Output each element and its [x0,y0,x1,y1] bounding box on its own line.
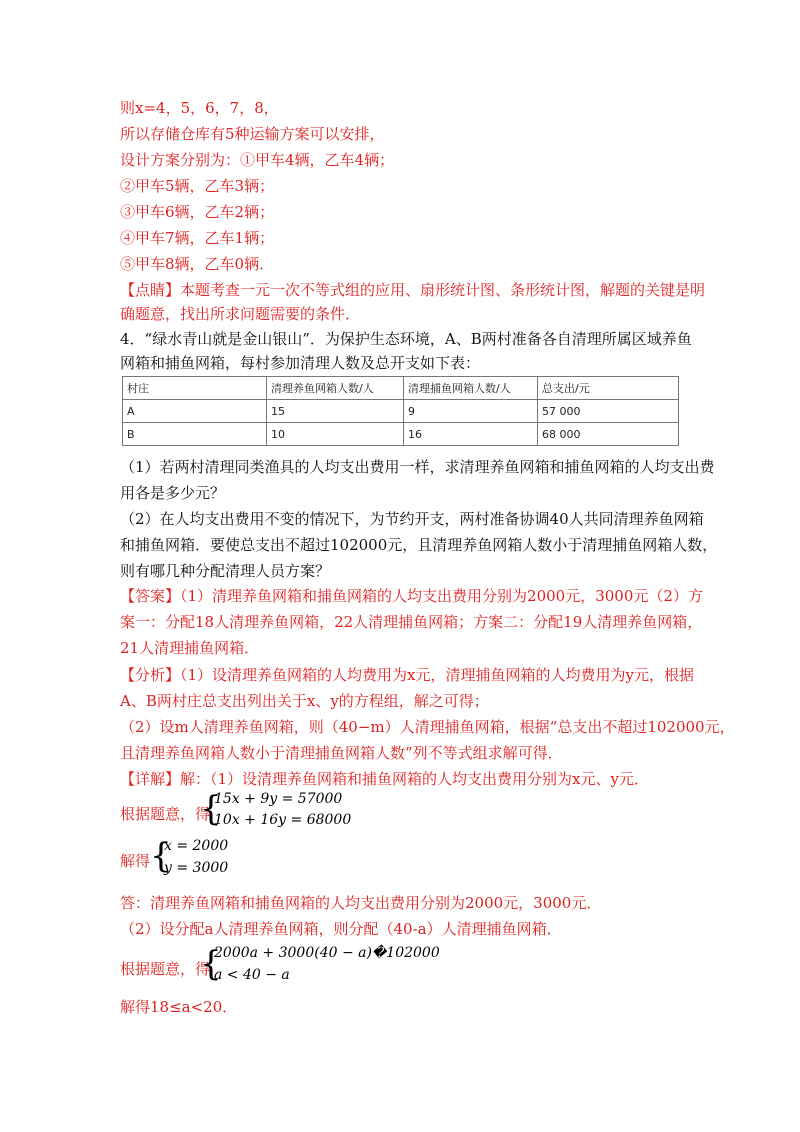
table-cell: 16 [404,423,538,446]
table-cell: 9 [404,400,538,423]
table-header-cell: 总支出/元 [538,377,679,400]
table-cell: 68 000 [538,423,679,446]
answer-line: 案一：分配18人清理养鱼网箱，22人清理捕鱼网箱；方案二：分配19人清理养鱼网箱， [120,613,703,631]
table-cell: A [123,400,267,423]
table-header-row [123,377,679,400]
analysis-line: 且清理养鱼网箱人数小于清理捕鱼网箱人数”列不等式组求解可得． [120,744,563,762]
brace-symbol: { [150,836,172,876]
answer-line: 【答案】（1）清理养鱼网箱和捕鱼网箱的人均支出费用分别为2000元，3000元（2）方 [120,587,703,605]
brace-symbol: { [200,944,222,984]
key-point-line: 确题意，找出所求问题需要的条件． [120,305,361,323]
equation: 10x + 16y = 68000 [214,812,352,828]
equation-label: 解得 [120,852,151,870]
equation: 2000a + 3000(40 − a)�102000 [214,945,440,961]
equation-label: 根据题意，得 [120,960,211,978]
question-line: （1）若两村清理同类渔具的人均支出费用一样，求清理养鱼网箱和捕鱼网箱的人均支出费 [120,458,715,476]
detail-line: 【详解】解：（1）设清理养鱼网箱和捕鱼网箱的人均支出费用分别为x元、y元． [120,770,649,788]
solution-line: 所以存储仓库有5种运输方案可以安排， [120,125,385,143]
analysis-line: A、B两村庄总支出列出关于x、y的方程组，解之可得； [120,692,489,710]
table-cell: B [123,423,267,446]
final-line: 解得18≤a<20． [120,998,238,1016]
answer-summary-line: 答：清理养鱼网箱和捕鱼网箱的人均支出费用分别为2000元，3000元． [120,894,602,912]
solution-line: 则x=4，5，6，7，8， [120,99,279,117]
analysis-line: 【分析】（1）设清理养鱼网箱的人均费用为x元，清理捕鱼网箱的人均费用为y元，根据 [120,666,694,684]
answer-line: 21人清理捕鱼网箱． [120,639,260,657]
question-line: 和捕鱼网箱．要使总支出不超过102000元，且清理养鱼网箱人数小于清理捕鱼网箱人数， [120,536,718,554]
table-header-cell: 清理捕鱼网箱人数/人 [404,377,538,400]
problem-line: 4．“绿水青山就是金山银山”．为保护生态环境，A、B两村准备各自清理所属区域养鱼 [120,330,692,348]
equation-label: 根据题意，得 [120,805,211,823]
table-cell: 15 [267,400,404,423]
equation: y = 3000 [164,860,229,876]
analysis-line: （2）设m人清理养鱼网箱，则（40−m）人清理捕鱼网箱，根据“总支出不超过102000元， [120,718,735,736]
table-header-cell: 清理养鱼网箱人数/人 [267,377,404,400]
question-line: （2）在人均支出费用不变的情况下，为节约开支，两村准备协调40人共同清理养鱼网箱 [120,510,704,528]
table-cell: 10 [267,423,404,446]
solution-line: ④甲车7辆，乙车1辆； [120,229,275,247]
problem-line: 网箱和捕鱼网箱，每村参加清理人数及总开支如下表： [120,354,481,372]
table-row [123,400,679,423]
solution-line: ③甲车6辆，乙车2辆； [120,203,275,221]
solution-line: ②甲车5辆，乙车3辆； [120,177,275,195]
solution-line: ⑤甲车8辆，乙车0辆． [120,255,275,273]
table-header-cell: 村庄 [123,377,267,400]
part2-line: （2）设分配a人清理养鱼网箱，则分配（40-a）人清理捕鱼网箱． [120,920,562,938]
brace-symbol: { [200,789,222,829]
equation: x = 2000 [164,838,229,854]
table-row [123,423,679,446]
question-line: 用各是多少元？ [120,484,226,502]
key-point-line: 【点睛】本题考查一元一次不等式组的应用、扇形统计图、条形统计图，解题的关键是明 [120,281,706,299]
equation: a < 40 − a [214,967,290,983]
equation: 15x + 9y = 57000 [214,791,343,807]
question-line: 则有哪几种分配清理人员方案？ [120,562,331,580]
solution-line: 设计方案分别为：①甲车4辆，乙车4辆； [120,151,395,169]
data-table [122,376,679,446]
table-cell: 57 000 [538,400,679,423]
